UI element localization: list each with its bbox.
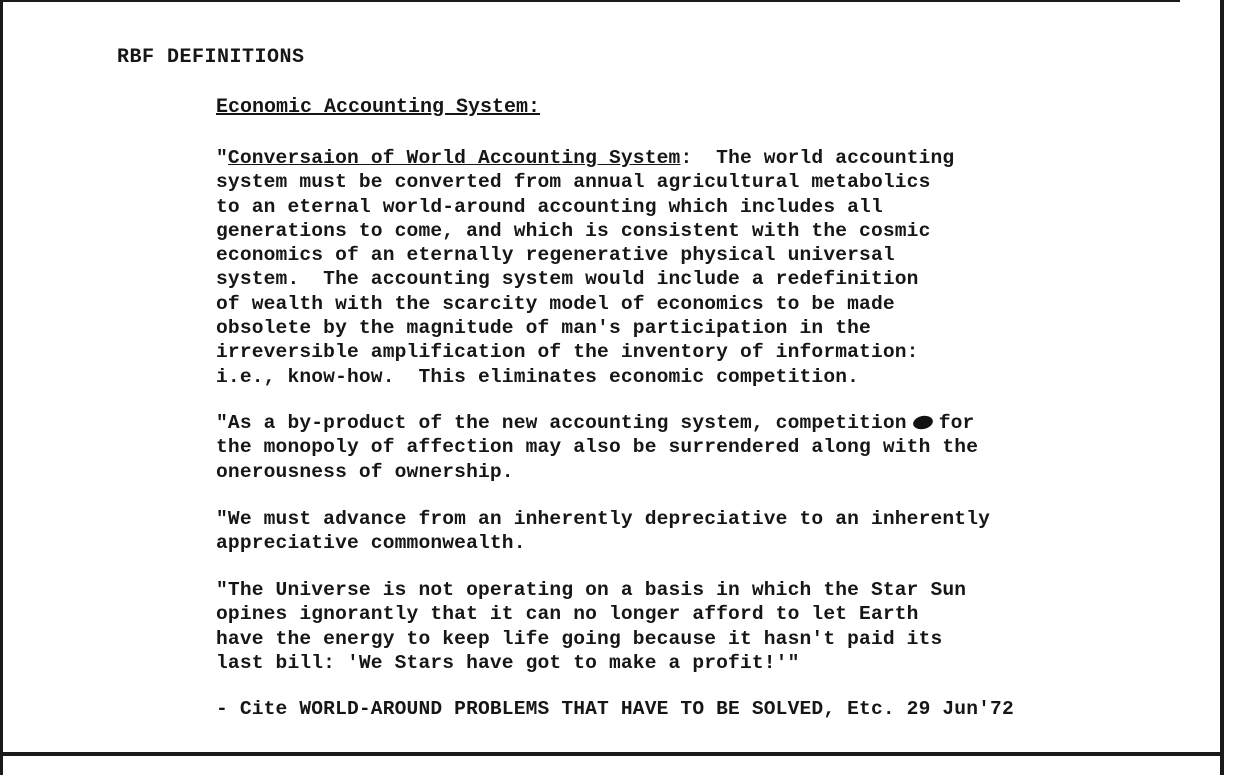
text-line: opines ignorantly that it can no longer afford to let Earth — [216, 603, 919, 626]
text-line: to an eternal world-around accounting which includes all — [216, 195, 883, 218]
bottom-border-rule — [0, 752, 1224, 756]
text-line: "As a by-product of the new accounting system, competition — [216, 412, 907, 434]
text-line: "We must advance from an inherently depreciative to an inherently — [216, 508, 991, 530]
citation-line: - Cite WORLD-AROUND PROBLEMS THAT HAVE TO BE SOLVED, Etc. 29 Jun'72 — [216, 698, 1014, 720]
definition-title: Conversaion of World Accounting System — [227, 147, 681, 169]
ink-smudge — [912, 414, 934, 431]
byproduct-paragraph — [216, 411, 1206, 484]
definition-paragraph — [216, 146, 1206, 389]
left-border-rule — [0, 0, 3, 775]
definition-first-line-rest: : The world accounting — [680, 147, 955, 169]
text-line: obsolete by the magnitude of man's participation in the — [216, 317, 871, 340]
text-line: last bill: 'We Stars have got to make a profit!'" — [216, 651, 800, 674]
text-line: appreciative commonwealth. — [216, 532, 526, 555]
text-line: economics of an eternally regenerative physical universal — [216, 244, 895, 267]
commonwealth-paragraph — [216, 507, 1206, 556]
text-line: of wealth with the scarcity model of economics to be made — [216, 292, 895, 315]
text-line: irreversible amplification of the inventory of information: — [216, 341, 919, 364]
text-line: onerousness of ownership. — [216, 460, 514, 483]
right-border-rule — [1220, 0, 1224, 775]
text-line: system. The accounting system would include a redefinition — [216, 268, 919, 291]
top-border-rule — [0, 0, 1180, 2]
text-line: generations to come, and which is consistent with the cosmic — [216, 219, 931, 242]
open-quote: " — [216, 147, 228, 169]
document-heading: RBF DEFINITIONS — [117, 46, 305, 69]
text-line: i.e., know-how. This eliminates economic competition. — [216, 365, 860, 388]
universe-paragraph — [216, 578, 1206, 675]
text-line: the monopoly of affection may also be surrendered along with the — [216, 436, 979, 459]
text-line: system must be converted from annual agricultural metabolics — [216, 171, 931, 194]
text-line-end: for — [938, 412, 975, 434]
section-subheading: Economic Accounting System: — [216, 96, 541, 119]
text-line: "The Universe is not operating on a basis in which the Star Sun — [216, 579, 967, 601]
text-line: have the energy to keep life going because it hasn't paid its — [216, 627, 943, 650]
